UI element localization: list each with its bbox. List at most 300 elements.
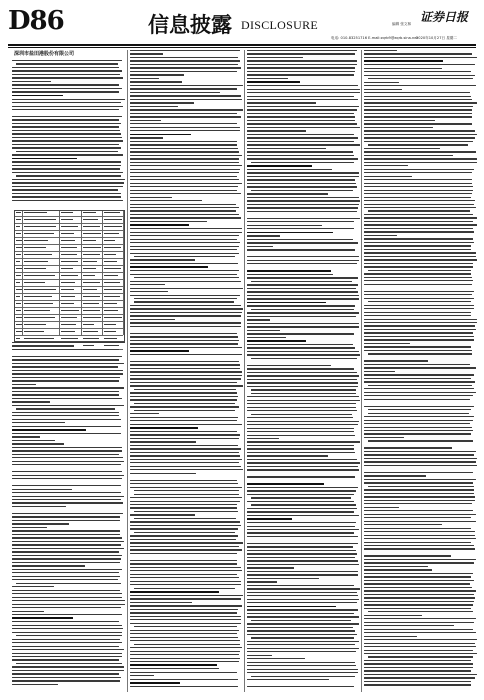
text-line [12, 457, 123, 458]
text-line [12, 130, 120, 131]
text-line [12, 342, 125, 343]
text-line [12, 377, 120, 378]
text-line [364, 343, 410, 344]
text-line [251, 676, 355, 677]
text-line [130, 130, 240, 131]
text-line [130, 616, 241, 617]
text-line [364, 604, 473, 605]
text-line [134, 511, 238, 512]
text-line [247, 53, 355, 54]
text-line [247, 351, 359, 352]
text-line [364, 204, 474, 205]
text-line [247, 441, 360, 442]
text-line [364, 576, 471, 577]
page-header [0, 0, 484, 44]
text-line [12, 405, 124, 406]
text-line [247, 487, 358, 488]
text-line [364, 193, 472, 194]
text-line [130, 179, 239, 180]
text-line [364, 531, 475, 532]
text-line [364, 514, 476, 515]
text-line [130, 113, 237, 114]
text-line [130, 116, 241, 117]
text-line [364, 374, 474, 375]
text-line [247, 267, 356, 268]
text-line [247, 302, 326, 304]
text-line [364, 406, 474, 407]
text-line [247, 473, 355, 474]
text-line [130, 560, 237, 561]
text-line [364, 277, 472, 278]
text-line [12, 502, 123, 503]
text-line [12, 482, 123, 483]
text-line [364, 468, 473, 469]
text-line [130, 382, 237, 383]
text-line [130, 123, 237, 124]
text-line [134, 532, 235, 533]
section-title-cn: 信息披露 [148, 12, 232, 37]
text-line [251, 389, 356, 390]
text-line [364, 308, 474, 309]
text-line [130, 546, 239, 547]
text-line [368, 385, 472, 386]
text-line [364, 165, 408, 166]
text-line [364, 162, 477, 163]
text-line [12, 516, 120, 517]
text-line [130, 427, 198, 429]
text-line [364, 273, 471, 274]
text-line [364, 507, 399, 508]
text-line [16, 583, 121, 584]
text-line [130, 459, 242, 460]
text-line [130, 134, 191, 136]
text-line [364, 266, 473, 267]
text-line [247, 85, 358, 86]
text-line [364, 71, 471, 72]
text-line [130, 333, 237, 334]
text-line [12, 673, 119, 674]
text-line [364, 346, 471, 347]
data-table [14, 210, 123, 335]
text-line [247, 683, 354, 684]
text-line [130, 441, 196, 442]
text-line [247, 50, 357, 51]
text-line [247, 270, 331, 272]
text-line [247, 218, 360, 219]
text-line [364, 381, 475, 382]
text-line [364, 60, 443, 62]
text-line [247, 316, 356, 317]
text-line [12, 363, 124, 364]
text-line [130, 556, 237, 557]
text-line [364, 594, 474, 595]
text-line [130, 148, 238, 149]
text-line [247, 60, 357, 61]
text-line [247, 386, 358, 387]
text-line [130, 647, 242, 648]
text-line [134, 277, 239, 278]
body-text-block [247, 50, 360, 692]
text-line [12, 88, 122, 89]
text-line [364, 176, 412, 177]
text-line [247, 616, 359, 617]
text-line [247, 483, 324, 485]
text-line [130, 214, 239, 215]
text-line [130, 675, 154, 676]
text-line [364, 113, 472, 114]
text-line [130, 598, 241, 599]
text-line [130, 99, 242, 100]
text-line [247, 141, 354, 142]
text-line [247, 81, 300, 83]
text-line [364, 479, 476, 480]
text-line [364, 200, 475, 201]
text-line [364, 416, 474, 417]
text-line [12, 653, 122, 654]
text-line [130, 109, 243, 110]
text-line [134, 298, 237, 299]
text-line [364, 454, 474, 455]
text-line [364, 92, 470, 93]
text-line [130, 253, 239, 254]
text-line [12, 628, 123, 629]
text-line [247, 602, 357, 603]
text-line [12, 496, 124, 497]
text-line [247, 428, 354, 429]
text-line [364, 179, 472, 180]
text-line [364, 562, 474, 563]
text-line [247, 326, 359, 327]
text-line [364, 378, 471, 379]
text-line [130, 197, 172, 198]
text-line [130, 141, 237, 142]
text-line [130, 466, 241, 467]
text-line [247, 508, 357, 509]
text-line [130, 539, 236, 540]
text-line [130, 413, 159, 414]
text-line [247, 655, 272, 656]
text-line [247, 581, 277, 582]
text-line [130, 78, 159, 79]
text-line [368, 413, 469, 414]
text-line [247, 291, 358, 292]
text-line [364, 447, 452, 448]
text-line [364, 636, 417, 637]
text-line [364, 535, 475, 536]
text-line [130, 158, 239, 159]
text-line [247, 539, 357, 540]
text-line [364, 493, 474, 494]
text-line [251, 393, 356, 394]
text-line [364, 639, 477, 640]
text-line [368, 409, 471, 410]
text-line [12, 468, 124, 469]
text-line [12, 398, 122, 399]
text-line [12, 144, 119, 145]
text-line [247, 347, 355, 348]
text-line [130, 612, 237, 613]
text-line [12, 684, 58, 685]
text-line [247, 249, 355, 250]
text-line [12, 193, 121, 194]
text-line [12, 384, 36, 385]
text-line [364, 106, 473, 107]
text-line [247, 526, 355, 527]
text-line [12, 464, 121, 465]
text-line [364, 684, 471, 685]
text-line [130, 521, 240, 522]
text-line [364, 681, 471, 682]
text-line [247, 368, 354, 369]
text-line [130, 567, 241, 568]
text-line [368, 78, 473, 79]
text-line [364, 573, 473, 574]
text-line [130, 445, 238, 446]
column-divider [361, 50, 362, 692]
text-line [130, 127, 240, 128]
text-line [130, 452, 239, 453]
text-line [12, 394, 119, 395]
text-line [364, 183, 472, 184]
text-line [12, 81, 51, 82]
text-line [364, 141, 473, 142]
text-line [247, 169, 332, 170]
text-line [12, 415, 119, 416]
text-line [368, 301, 471, 302]
text-line [247, 155, 354, 156]
text-line [247, 330, 280, 331]
text-line [12, 67, 119, 68]
text-line [130, 259, 195, 260]
text-line [364, 465, 477, 466]
text-line [12, 520, 120, 521]
text-line [130, 448, 241, 449]
text-line [12, 349, 119, 350]
text-line [247, 623, 359, 624]
text-line [247, 585, 354, 586]
text-line [364, 68, 442, 69]
text-line [12, 345, 74, 346]
text-line [130, 507, 237, 508]
text-line [364, 580, 474, 581]
text-line [12, 74, 120, 75]
text-line [130, 361, 239, 362]
text-line [12, 70, 122, 71]
text-line [247, 529, 359, 530]
text-line [364, 538, 476, 539]
text-line [12, 158, 77, 160]
text-line [12, 632, 122, 633]
text-line [130, 274, 237, 275]
text-line [364, 618, 476, 619]
text-line [364, 284, 472, 285]
text-line [247, 144, 360, 145]
text-line [247, 284, 358, 285]
text-line [364, 169, 474, 170]
text-line [130, 343, 238, 344]
text-line [364, 238, 473, 239]
text-line [247, 672, 358, 673]
text-line [364, 569, 432, 570]
text-line [12, 506, 66, 507]
text-line [364, 528, 471, 529]
text-line [247, 288, 356, 289]
text-line [247, 571, 358, 572]
text-line [247, 89, 360, 90]
text-line [247, 455, 328, 456]
text-line [12, 154, 123, 155]
text-line [12, 513, 123, 514]
text-line [364, 280, 473, 281]
text-line [364, 224, 477, 225]
text-line [364, 294, 472, 295]
text-line [247, 197, 359, 198]
text-line [247, 172, 359, 173]
text-line [247, 452, 355, 453]
text-line [247, 379, 357, 380]
text-line [12, 617, 73, 619]
text-line [12, 646, 119, 647]
text-line [12, 161, 121, 162]
text-line [364, 524, 442, 525]
text-line [12, 443, 64, 444]
text-line [364, 399, 470, 400]
text-line [364, 99, 472, 100]
text-line [12, 576, 120, 577]
text-line [12, 600, 125, 601]
text-line [12, 426, 121, 427]
text-line [247, 410, 357, 411]
text-line [12, 593, 122, 594]
text-line [247, 361, 356, 362]
text-line [247, 130, 306, 131]
text-line [130, 57, 238, 58]
text-line [12, 189, 118, 190]
text-line [12, 454, 119, 455]
text-line [364, 517, 471, 518]
text-line [247, 207, 358, 208]
text-line [12, 60, 122, 61]
text-line [130, 686, 238, 687]
text-line [247, 595, 358, 596]
text-line [364, 360, 428, 361]
text-line [368, 611, 473, 612]
text-line [12, 670, 124, 671]
text-line [12, 440, 55, 441]
text-line [12, 391, 119, 392]
text-line [130, 217, 241, 218]
text-line [130, 81, 182, 82]
text-line [247, 564, 359, 565]
text-line [247, 186, 357, 187]
text-line [247, 106, 359, 107]
text-line [130, 473, 196, 474]
text-line [130, 483, 238, 484]
text-line [130, 64, 238, 65]
text-line [130, 50, 240, 51]
body-text-block [364, 50, 477, 692]
text-line [247, 567, 294, 568]
text-line [12, 387, 124, 388]
text-line [12, 492, 121, 493]
text-line [12, 544, 121, 545]
text-line [247, 658, 305, 659]
contact-info: 电话: 010-83251716 E-mail:zqrb9@zqrb.sina.net [331, 36, 418, 40]
text-line [364, 503, 472, 504]
text-line [12, 666, 124, 667]
text-line [130, 528, 238, 529]
text-line [364, 134, 477, 135]
text-line [247, 242, 358, 243]
text-line [247, 211, 357, 212]
text-line [130, 609, 238, 610]
text-line [130, 176, 237, 177]
text-line [12, 579, 118, 580]
text-line [247, 407, 356, 408]
text-line [12, 527, 47, 528]
text-line [130, 336, 238, 337]
text-line [364, 371, 395, 372]
text-line [364, 590, 476, 591]
text-line [247, 323, 359, 324]
text-line [364, 336, 474, 337]
text-line [364, 137, 475, 138]
text-line [364, 420, 473, 421]
text-line [130, 281, 241, 282]
text-line [130, 228, 242, 229]
text-line [247, 165, 312, 167]
text-line [12, 555, 122, 556]
text-line [364, 298, 474, 299]
text-line [130, 595, 243, 596]
text-line [364, 667, 473, 668]
text-line [247, 613, 354, 614]
text-line [12, 95, 63, 97]
text-line [12, 558, 121, 559]
text-line [130, 431, 237, 432]
text-line [130, 221, 207, 222]
text-line [247, 92, 360, 93]
text-line [12, 419, 121, 420]
text-line [364, 482, 473, 483]
text-line [130, 682, 180, 684]
text-line [12, 380, 119, 381]
text-line [247, 522, 356, 523]
text-line [130, 497, 242, 498]
text-line [364, 472, 473, 473]
text-line [247, 295, 359, 296]
text-line [247, 204, 359, 205]
text-line [247, 354, 360, 355]
text-line [364, 96, 471, 97]
text-line [364, 249, 471, 250]
column-divider [127, 50, 128, 692]
text-line [364, 50, 397, 51]
text-line [364, 252, 476, 253]
header-rule-thin [8, 47, 476, 48]
text-line [247, 438, 279, 439]
text-line [134, 518, 236, 519]
text-line [247, 74, 354, 75]
text-line [130, 455, 240, 456]
body-text-block [130, 50, 243, 692]
text-line [130, 378, 241, 379]
text-line [12, 461, 124, 462]
text-line [130, 424, 242, 425]
text-line [251, 309, 354, 310]
text-line [12, 109, 119, 110]
text-line [130, 204, 236, 205]
